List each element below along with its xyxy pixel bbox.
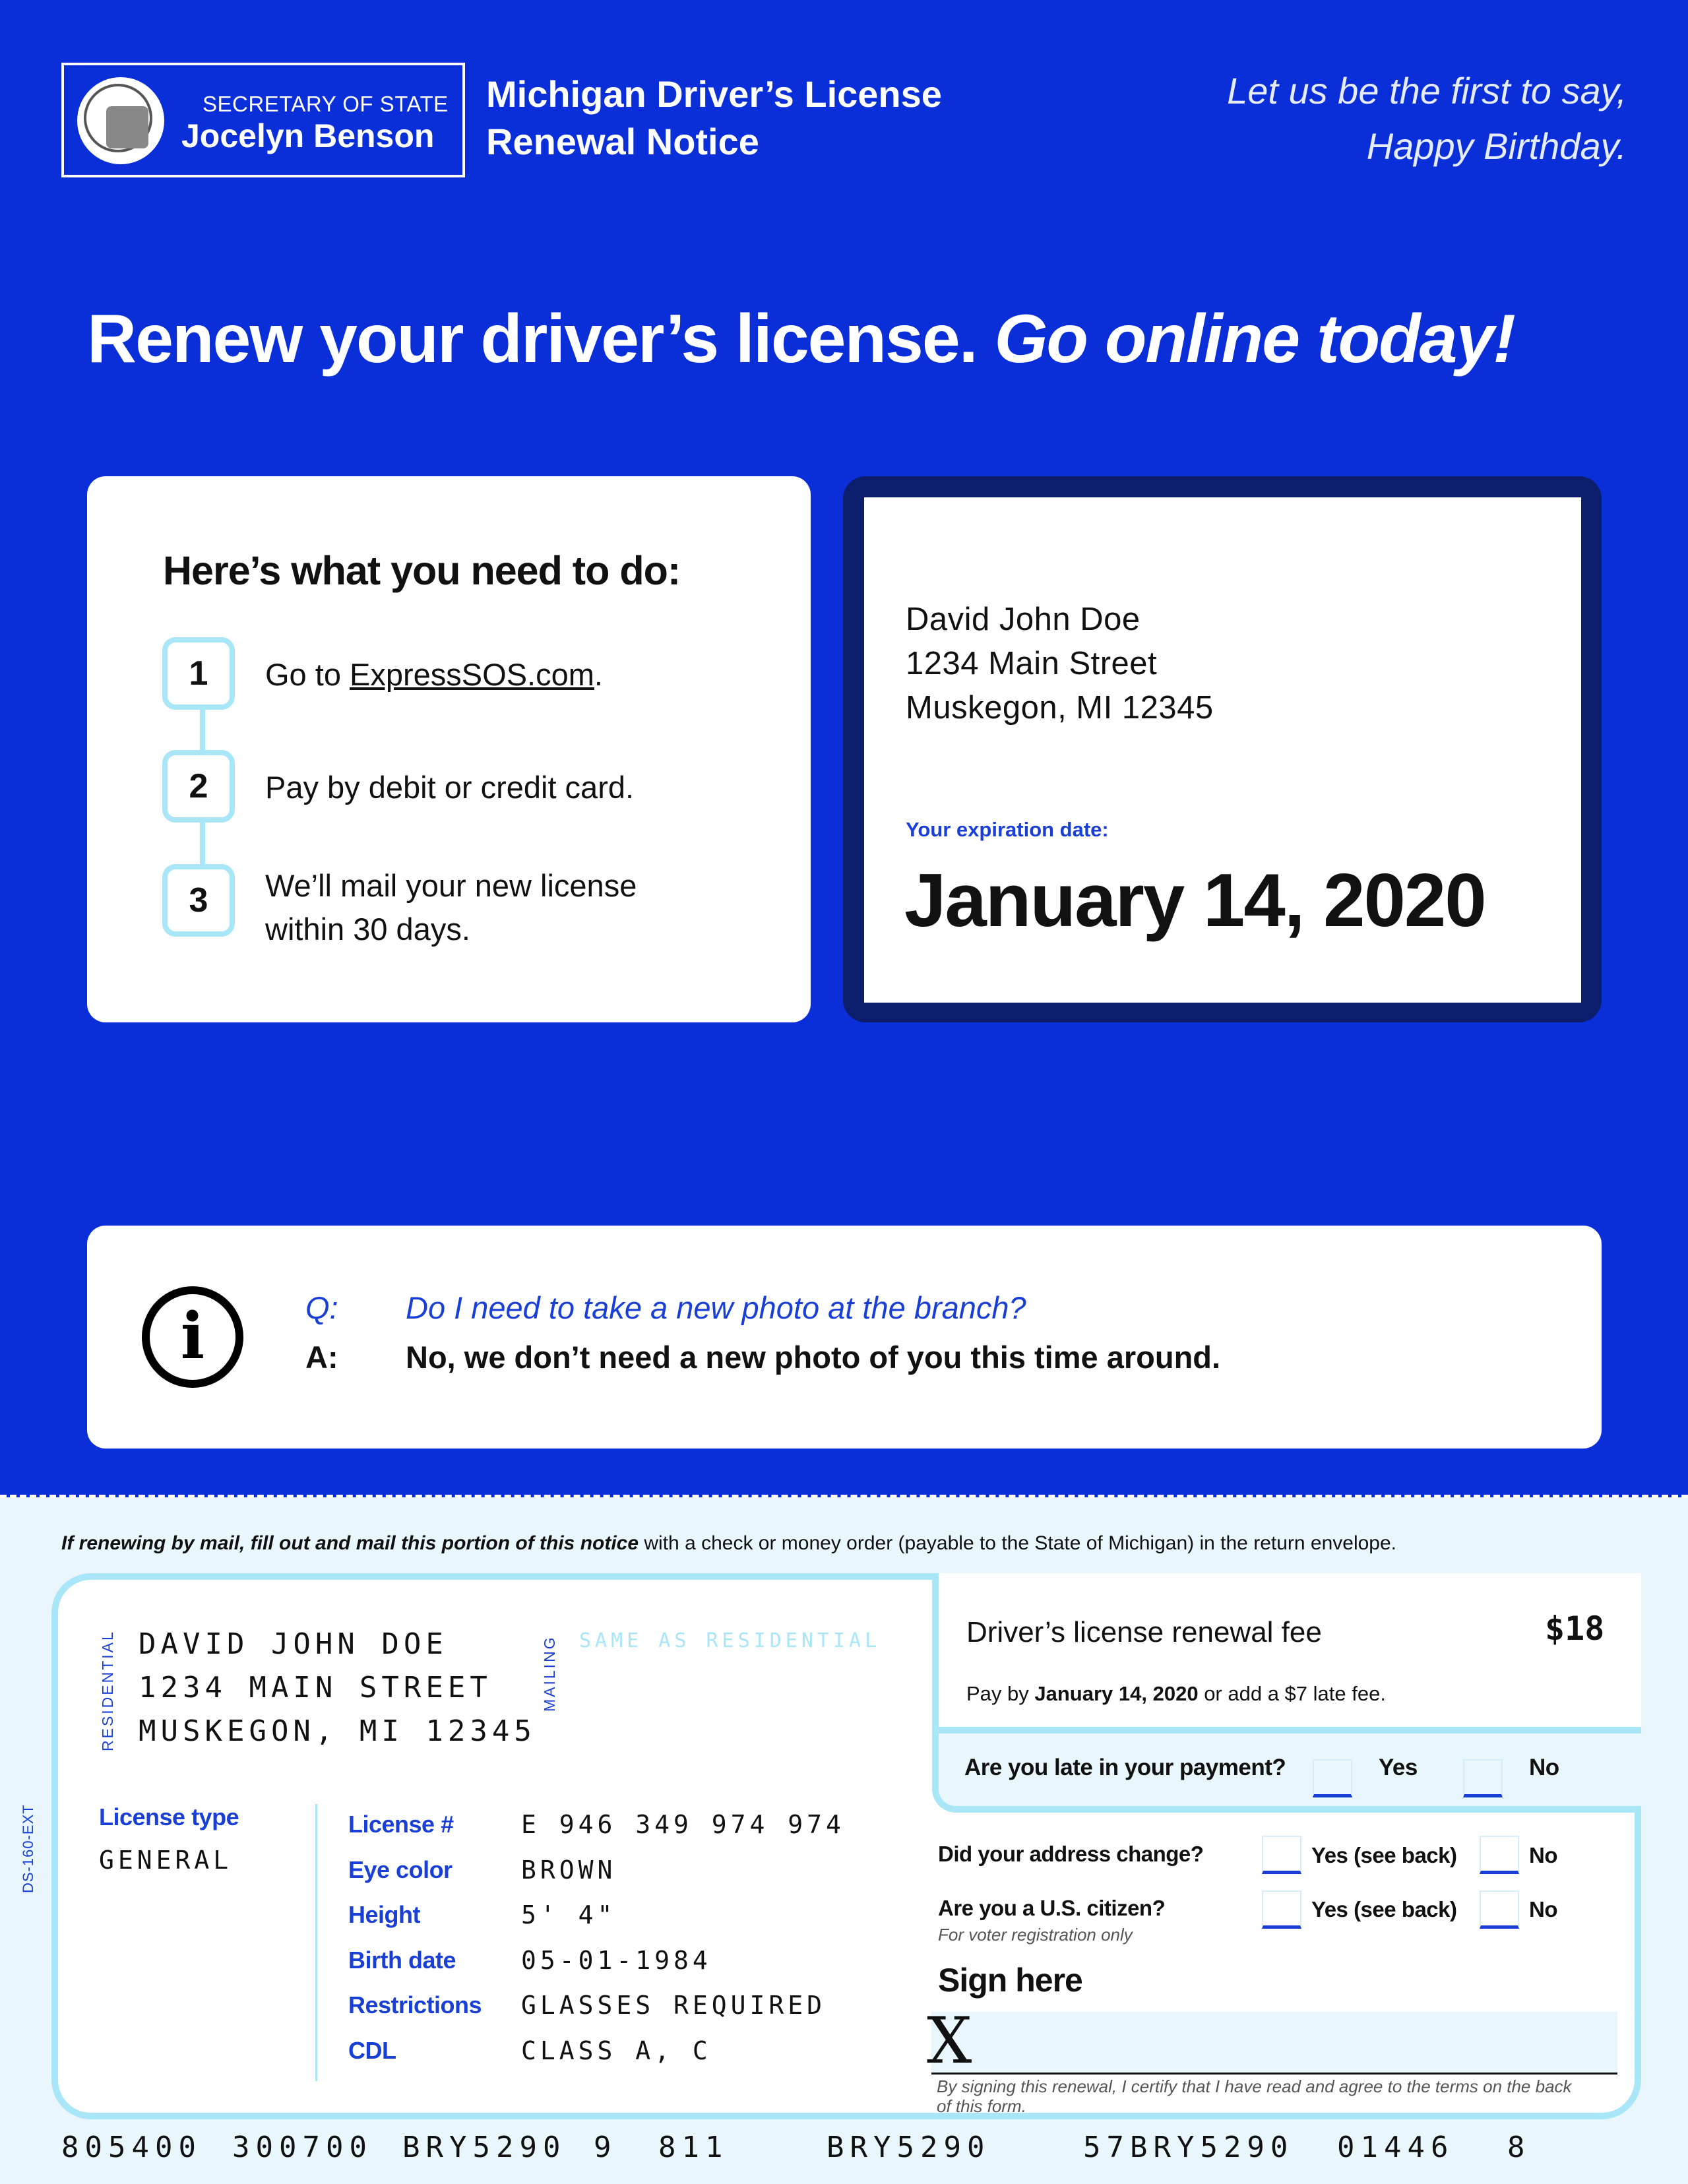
scanline-5: 811 <box>658 2131 729 2164</box>
eye-color-label: Eye color <box>348 1856 453 1883</box>
residential-label: RESIDENTIAL <box>99 1630 116 1751</box>
recipient-city: Muskegon, MI 12345 <box>906 690 1214 726</box>
late-question: Are you late in your payment? <box>964 1755 1286 1780</box>
birthday-greeting: Let us be the first to say, Happy Birthday. <box>1227 70 1627 167</box>
citizen-yes-checkbox[interactable] <box>1262 1890 1301 1929</box>
scanline-2: 300700 <box>232 2131 373 2164</box>
recipient-street: 1234 Main Street <box>906 646 1158 681</box>
residential-address: DAVID JOHN DOE 1234 MAIN STREET MUSKEGON, MI 12345 <box>139 1627 536 1748</box>
license-field-labels <box>348 1802 482 2073</box>
license-number-value: E 946 349 974 974 <box>521 1810 845 1839</box>
steps-title: Here’s what you need to do: <box>163 548 681 593</box>
faq-card <box>87 1226 1602 1449</box>
document-title: Michigan Driver’s License Renewal Notice <box>486 73 942 162</box>
citizen-yes-label: Yes (see back) <box>1311 1897 1457 1921</box>
scanline-6: BRY5290 <box>827 2131 991 2164</box>
citizen-question: Are you a U.S. citizen? <box>938 1896 1166 1920</box>
secretary-of-state-logo <box>61 63 465 177</box>
step-3-number: 3 <box>162 864 235 937</box>
expiration-label: Your expiration date: <box>906 818 1109 841</box>
signature-field[interactable] <box>931 2012 1617 2075</box>
info-icon: i <box>142 1286 243 1388</box>
license-field-values <box>521 1802 845 2073</box>
question-label: Q: <box>305 1290 338 1325</box>
fee-label: Driver’s license renewal fee <box>966 1616 1322 1648</box>
faq-answer: No, we don’t need a new photo of you this time around. <box>406 1340 1221 1375</box>
scanline-1: 805400 <box>61 2131 202 2164</box>
late-no-checkbox[interactable] <box>1463 1759 1503 1797</box>
faq-question: Do I need to take a new photo at the branch? <box>406 1290 1026 1325</box>
step-1-text: Go to ExpressSOS.com. <box>265 657 603 692</box>
license-number-label: License # <box>348 1811 454 1838</box>
signature-x-mark: X <box>927 2004 972 2078</box>
michigan-state-seal-icon <box>77 77 164 164</box>
citizen-no-checkbox[interactable] <box>1480 1890 1519 1929</box>
scanline-4: 9 <box>594 2131 617 2164</box>
official-name: Jocelyn Benson <box>181 117 435 154</box>
form-code: DS-160-EXT <box>20 1804 36 1893</box>
scanline-8: 01446 <box>1337 2131 1454 2164</box>
recipient-address <box>906 598 1214 730</box>
office-label: SECRETARY OF STATE <box>203 92 449 116</box>
mailing-address: SAME AS RESIDENTIAL <box>579 1629 881 1652</box>
cdl-value: CLASS A, C <box>521 2036 712 2065</box>
restrictions-label: Restrictions <box>348 1991 482 2018</box>
citizen-no-label: No <box>1529 1897 1557 1921</box>
birth-date-value: 05-01-1984 <box>521 1945 712 1975</box>
restrictions-value: GLASSES REQUIRED <box>521 1991 827 2020</box>
cdl-label: CDL <box>348 2036 396 2064</box>
height-value: 5' 4" <box>521 1900 617 1929</box>
step-1-number: 1 <box>162 637 235 710</box>
address-change-yes-checkbox[interactable] <box>1262 1836 1301 1874</box>
birth-date-label: Birth date <box>348 1946 456 1974</box>
scanline-9: 8 <box>1507 2131 1531 2164</box>
eye-color-value: BROWN <box>521 1855 617 1885</box>
citizen-note: For voter registration only <box>938 1925 1133 1945</box>
late-yes-checkbox[interactable] <box>1313 1759 1352 1797</box>
sign-here-label: Sign here <box>938 1962 1082 1999</box>
address-change-no-checkbox[interactable] <box>1480 1836 1519 1874</box>
recipient-name: David John Doe <box>906 602 1141 637</box>
license-type-label: License type <box>99 1803 239 1830</box>
step-2-number: 2 <box>162 750 235 823</box>
pay-by-note: Pay by January 14, 2020 or add a $7 late fee. <box>966 1682 1386 1705</box>
step-2-text: Pay by debit or credit card. <box>265 770 635 805</box>
address-change-no-label: No <box>1529 1843 1557 1867</box>
late-yes-label: Yes <box>1379 1755 1418 1780</box>
expresssos-link[interactable]: ExpressSOS.com <box>350 657 594 692</box>
fee-amount: $18 <box>1545 1609 1605 1648</box>
mailing-label: MAILING <box>541 1635 558 1712</box>
answer-label: A: <box>305 1340 338 1375</box>
height-label: Height <box>348 1901 420 1928</box>
step-3-text: We’ll mail your new license within 30 days. <box>265 868 637 947</box>
address-change-yes-label: Yes (see back) <box>1311 1843 1457 1867</box>
mail-instructions: If renewing by mail, fill out and mail this portion of this notice with a check or money order (payable to the State of Michigan) in the return envelope. <box>61 1532 1397 1554</box>
address-change-question: Did your address change? <box>938 1842 1204 1866</box>
late-no-label: No <box>1529 1755 1559 1780</box>
license-type-value: GENERAL <box>99 1846 233 1875</box>
certify-statement: By signing this renewal, I certify that I have read and agree to the terms on the back of this form. <box>937 2076 1572 2116</box>
scanline-3: BRY5290 <box>402 2131 567 2164</box>
tear-line <box>0 1495 1688 1498</box>
headline: Renew your driver’s license. Go online today! <box>87 301 1515 377</box>
scanline-7: 57BRY5290 <box>1083 2131 1294 2164</box>
expiration-date: January 14, 2020 <box>904 859 1485 943</box>
